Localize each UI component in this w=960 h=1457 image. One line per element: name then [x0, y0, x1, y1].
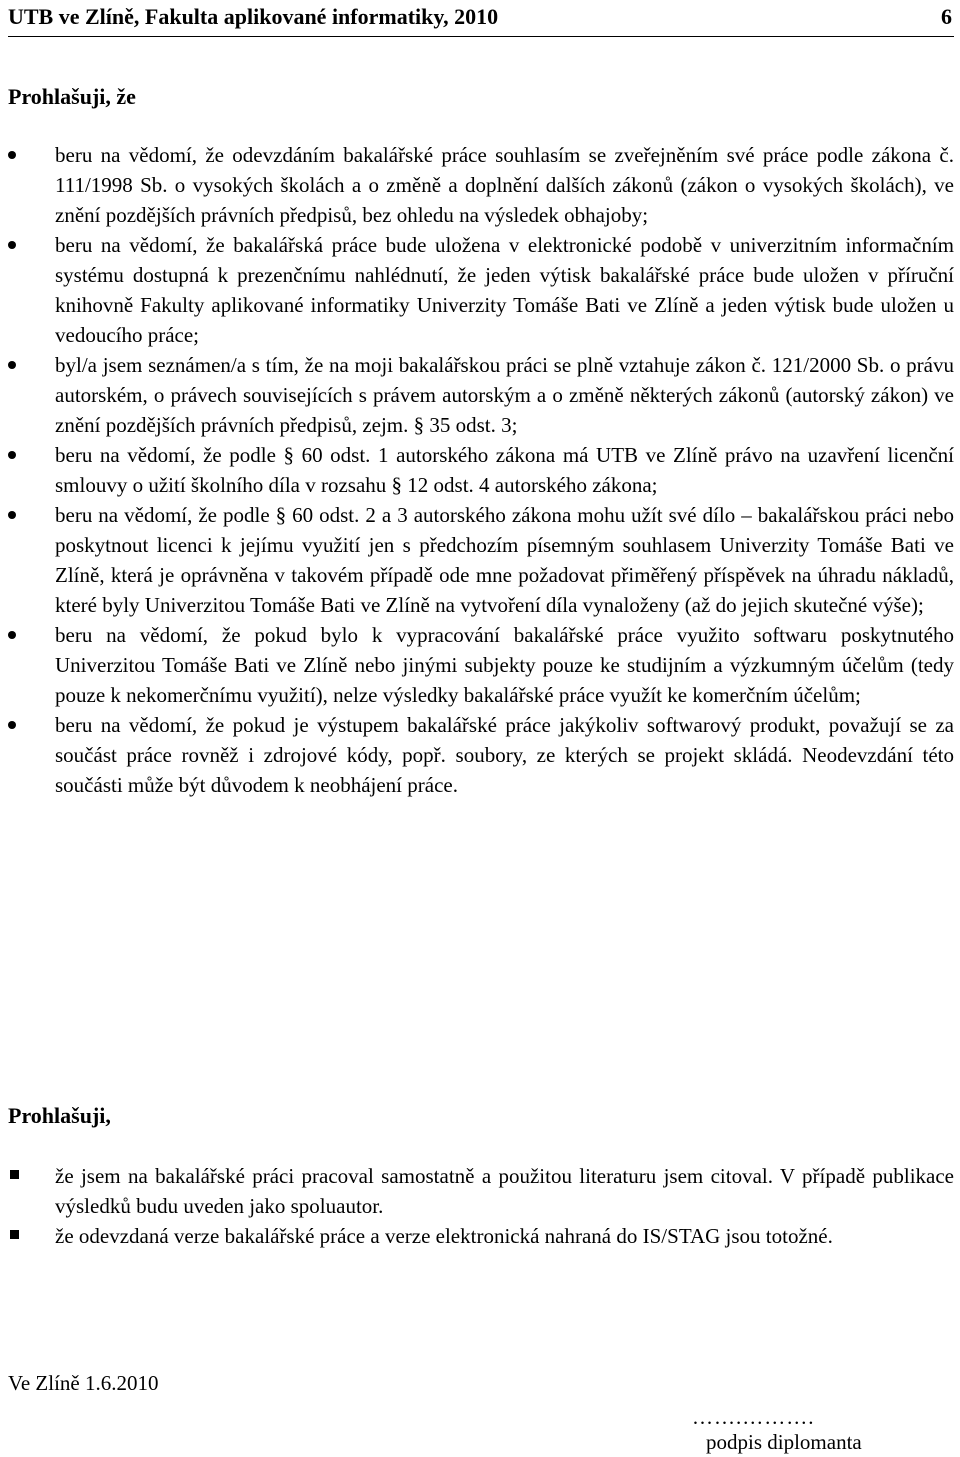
- place-date: Ve Zlíně 1.6.2010: [8, 1371, 159, 1395]
- bullet-dot-icon: [8, 361, 16, 369]
- list-item: [0, 440, 960, 500]
- list-item-text: že jsem na bakalářské práci pracoval samostatně a použitou literaturu jsem citoval. V případě publikace výsledků budu uveden jako spoluautor.: [55, 1164, 954, 1218]
- list-item-text: beru na vědomí, že pokud bylo k vypracování bakalářské práce využito softwaru poskytnutého Univerzitou Tomáše Bati ve Zlíně nebo jinými subjekty pouze ke studijním a výzkumným účelům (tedy pouze k nekomerčnímu využití), nelze výsledky bakalářské práce využít ke komerčním účelům;: [55, 623, 954, 707]
- bullet-dot-icon: [8, 451, 16, 459]
- list-item: [0, 710, 960, 800]
- page-header: [8, 2, 954, 37]
- list-item-text: beru na vědomí, že pokud je výstupem bakalářské práce jakýkoliv softwarový produkt, považují se za součást práce rovněž i zdrojové kódy, popř. soubory, ze kterých se projekt skládá. Neodevzdání této součásti může být důvodem k neobhájení práce.: [55, 713, 954, 797]
- list-item-text: byl/a jsem seznámen/a s tím, že na moji bakalářskou práci se plně vztahuje zákon č. 121/2000 Sb. o právu autorském, o právech souvisejících s právem autorským a o změně některých zákonů (autorský zákon) ve znění pozdějších právních předpisů, zejm. § 35 odst. 3;: [55, 353, 954, 437]
- bullet-dot-icon: [8, 631, 16, 639]
- bullet-square-icon: [10, 1230, 19, 1239]
- list-item: [0, 620, 960, 710]
- bullet-dot-icon: [8, 241, 16, 249]
- declaration-list-2: [0, 1161, 960, 1251]
- list-item: [0, 500, 960, 620]
- bullet-dot-icon: [8, 721, 16, 729]
- declaration-heading-1: Prohlašuji, že: [8, 84, 136, 109]
- bullet-square-icon: [10, 1170, 19, 1179]
- list-item-text: že odevzdaná verze bakalářské práce a verze elektronická nahraná do IS/STAG jsou totožné.: [55, 1224, 833, 1248]
- declaration-heading-2: Prohlašuji,: [8, 1103, 111, 1128]
- page-number: 6: [941, 4, 952, 29]
- bullet-dot-icon: [8, 151, 16, 159]
- declaration-list-1: [0, 140, 960, 800]
- list-item-text: beru na vědomí, že bakalářská práce bude uložena v elektronické podobě v univerzitním informačním systému dostupná k prezenčnímu nahlédnutí, že jeden výtisk bakalářské práce bude uložen v příruční knihovně Fakulty aplikované informatiky Univerzity Tomáše Bati ve Zlíně a jeden výtisk bude uložen u vedoucího práce;: [55, 233, 954, 347]
- header-title: UTB ve Zlíně, Fakulta aplikované informatiky, 2010: [8, 4, 499, 29]
- signature-label: podpis diplomanta: [706, 1430, 862, 1454]
- signature-line: …….……….: [692, 1405, 815, 1429]
- list-item: [0, 1161, 960, 1221]
- list-item-text: beru na vědomí, že odevzdáním bakalářské práce souhlasím se zveřejněním své práce podle zákona č. 111/1998 Sb. o vysokých školách a o změně a doplnění dalších zákonů (zákon o vysokých školách), ve znění pozdějších právních předpisů, bez ohledu na výsledek obhajoby;: [55, 143, 954, 227]
- list-item-text: beru na vědomí, že podle § 60 odst. 1 autorského zákona má UTB ve Zlíně právo na uzavření licenční smlouvy o užití školního díla v rozsahu § 12 odst. 4 autorského zákona;: [55, 443, 954, 497]
- list-item-text: beru na vědomí, že podle § 60 odst. 2 a 3 autorského zákona mohu užít své dílo – bakalářskou práci nebo poskytnout licenci k jejímu využití jen s předchozím písemným souhlasem Univerzity Tomáše Bati ve Zlíně, která je oprávněna v takovém případě ode mne požadovat přiměřený příspěvek na úhradu nákladů, které byly Univerzitou Tomáše Bati ve Zlíně na vytvoření díla vynaloženy (až do jejich skutečné výše);: [55, 503, 954, 617]
- list-item: [0, 350, 960, 440]
- bullet-dot-icon: [8, 511, 16, 519]
- list-item: [0, 230, 960, 350]
- list-item: [0, 1221, 960, 1251]
- list-item: [0, 140, 960, 230]
